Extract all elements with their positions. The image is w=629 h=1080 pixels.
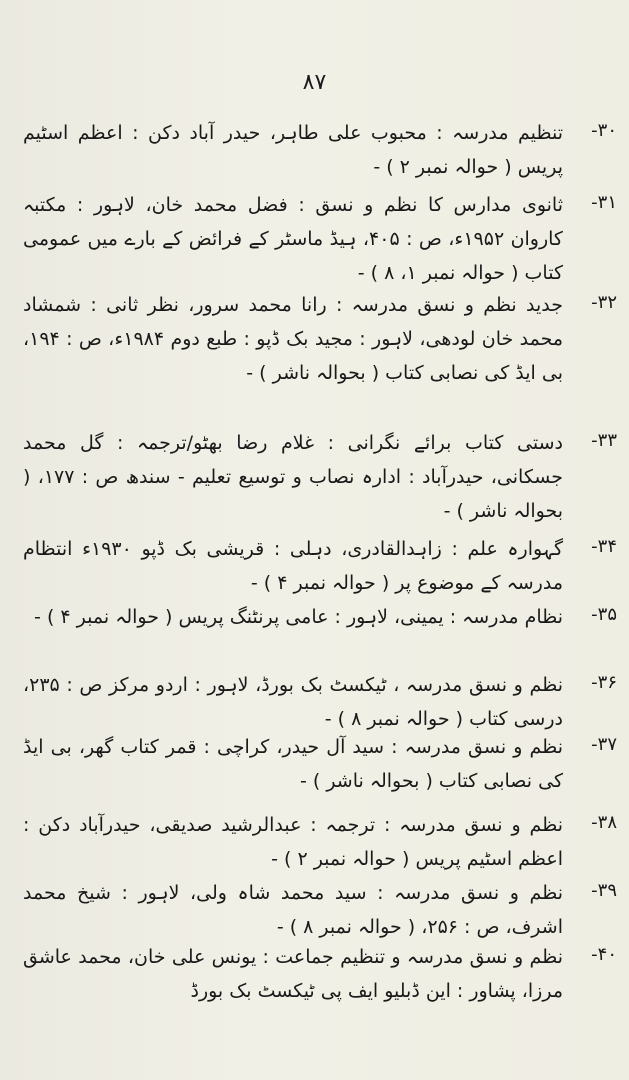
entry-number: ۳۳- xyxy=(591,430,617,451)
bibliography-list xyxy=(0,108,629,1068)
entry-text: دستی کتاب برائے نگرانی : غلام رضا بھٹو/ترجمہ : گل محمد جسکانی، حیدرآباد : ادارہ نصاب و توسیع تعلیم - سندھ ص : ۱۷۷، ( بحوالہ ناشر ) - xyxy=(23,432,564,522)
entry-number: ۳۹- xyxy=(591,880,617,901)
entry-number: ۳۱- xyxy=(591,192,617,213)
entry-number: ۴۰- xyxy=(591,944,617,965)
entry-text: نظام مدرسہ : یمینی، لاہور : عامی پرنٹنگ پریس ( حوالہ نمبر ۴ ) - xyxy=(34,606,563,628)
page-number: ٨٧ xyxy=(302,70,327,95)
entry-number: ۳۴- xyxy=(591,536,617,557)
entry-text: نظم و نسق مدرسہ ، ٹیکسٹ بک بورڈ، لاہور : اردو مرکز ص : ۲۳۵، درسی کتاب ( حوالہ نمبر ۸ ) - xyxy=(23,674,563,730)
entry-text: گہوارہ علم : زاہدالقادری، دہلی : قریشی بک ڈپو ۱۹۳۰ء انتظام مدرسہ کے موضوع پر ( حوالہ نمبر ۴ ) - xyxy=(23,538,563,594)
entry-number: ۳۲- xyxy=(591,292,617,313)
entry-text: تنظیم مدرسہ : محبوب علی طاہر، حیدر آباد دکن : اعظم اسٹیم پریس ( حوالہ نمبر ۲ ) - xyxy=(23,122,563,178)
entry-number: ۳۷- xyxy=(591,734,617,755)
entry-text: نظم و نسق مدرسہ : سید محمد شاہ ولی، لاہور : شیخ محمد اشرف، ص : ۲۵۶، ( حوالہ نمبر ۸ ) - xyxy=(23,882,563,938)
entry-text: جدید نظم و نسق مدرسہ : رانا محمد سرور، نظر ثانی : شمشاد محمد خان لودھی، لاہور : مجید بک ڈپو : طبع دوم ۱۹۸۴ء، ص : ۱۹۴، بی ایڈ کی نصابی کتاب ( بحوالہ ناشر ) - xyxy=(23,294,564,384)
entry-text: نظم و نسق مدرسہ : ترجمہ : عبدالرشید صدیقی، حیدرآباد دکن : اعظم اسٹیم پریس ( حوالہ نمبر ۲ ) - xyxy=(23,814,563,870)
entry-number: ۳۸- xyxy=(591,812,617,833)
entry-text: نظم و نسق مدرسہ : سید آل حیدر، کراچی : قمر کتاب گھر، بی ایڈ کی نصابی کتاب ( بحوالہ ناشر ) - xyxy=(23,736,563,792)
entry-text: ثانوی مدارس کا نظم و نسق : فضل محمد خان، لاہور : مکتبہ کاروان ۱۹۵۲ء، ص : ۴۰۵، ہیڈ ماسٹر کے فرائض کے بارے میں عمومی کتاب ( حوالہ نمبر ۱، ۸ ) - xyxy=(23,194,563,284)
entry-text: نظم و نسق مدرسہ و تنظیم جماعت : یونس علی خان، محمد عاشق مرزا، پشاور : این ڈبلیو ایف پی ٹیکسٹ بک بورڈ xyxy=(23,946,563,1002)
entry-number: ۳۵- xyxy=(591,604,617,625)
entry-number: ۳۶- xyxy=(591,672,617,693)
entry-number: ۳۰- xyxy=(591,120,617,141)
